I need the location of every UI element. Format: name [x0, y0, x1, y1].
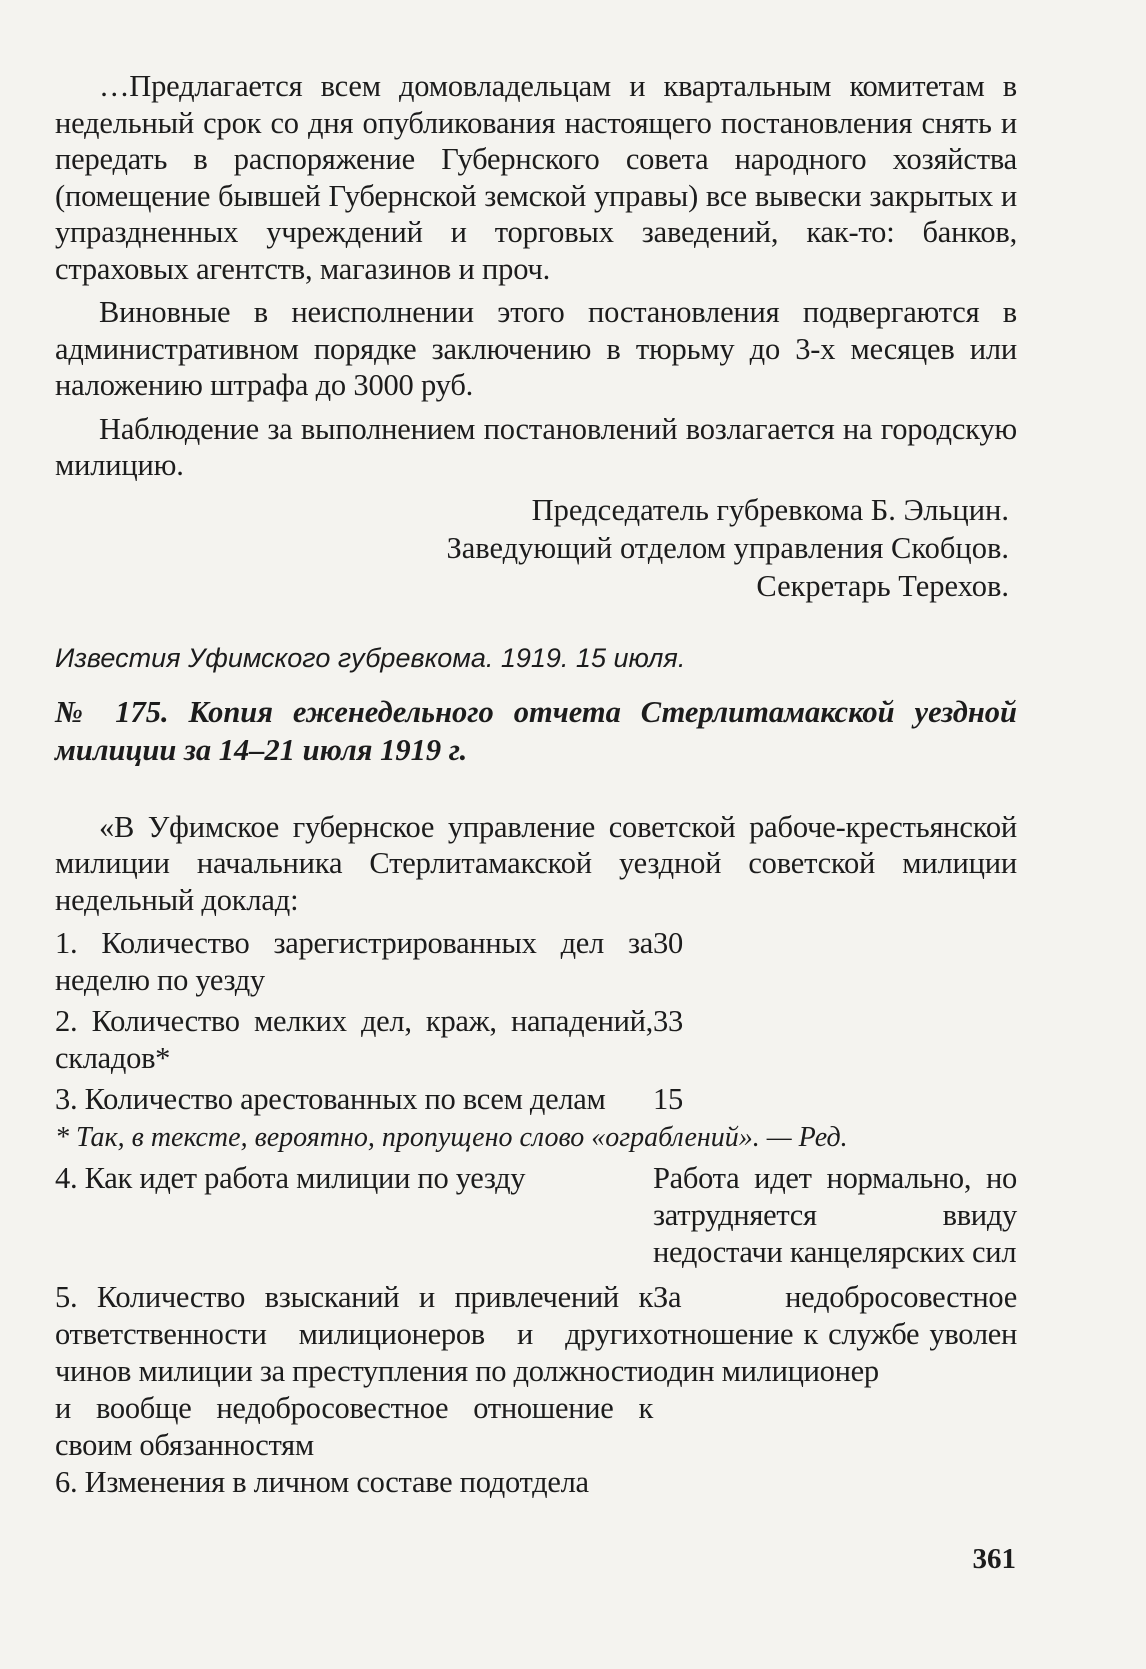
- table-row: [55, 925, 1017, 999]
- row-value: За недобросовестное отношение к службе уволен один милиционер: [653, 1280, 1017, 1388]
- table-row: [55, 1160, 1017, 1271]
- row-label: 3. Количество арестованных по всем делам: [55, 1082, 606, 1116]
- table-row: [55, 1464, 1017, 1501]
- row-value: [653, 1464, 1017, 1501]
- table-row: [55, 1081, 1017, 1118]
- table-row: [55, 1279, 1017, 1464]
- row-value: 33: [653, 1004, 683, 1038]
- signature-block: [55, 491, 1009, 605]
- document-title: № 175. Копия еженедельного отчета Стерлитамакской уездной милиции за 14–21 июля 1919 г.: [55, 694, 1017, 767]
- row-value: 15: [653, 1082, 683, 1116]
- page-number: 361: [972, 1543, 1016, 1575]
- footnote: * Так, в тексте, вероятно, пропущено слово «ограблений». — Ред.: [55, 1122, 848, 1153]
- row-label: 1. Количество зарегистрированных дел за неделю по уезду: [55, 926, 653, 997]
- report-intro: «В Уфимское губернское управление советской рабоче-крестьянской милиции начальника Стерлитамакской уездной советской милиции недельный доклад:: [55, 809, 1017, 917]
- row-label: 6. Изменения в личном составе подотдела: [55, 1465, 589, 1499]
- signature-secretary: Секретарь Терехов.: [756, 568, 1009, 603]
- row-label: 4. Как идет работа милиции по уезду: [55, 1161, 526, 1195]
- paragraph-2: Виновные в неисполнении этого постановления подвергаются в административном порядке заключению в тюрьму до 3-х месяцев или наложению штрафа до 3000 руб.: [55, 295, 1017, 402]
- table-row: [55, 1003, 1017, 1077]
- row-value: Работа идет нормально, но затрудняется ввиду недостачи канцелярских сил: [653, 1161, 1017, 1269]
- paragraph-3: Наблюдение за выполнением постановлений возлагается на городскую милицию.: [55, 411, 1017, 482]
- row-label: 2. Количество мелких дел, краж, нападений, складов*: [55, 1004, 653, 1075]
- report-table: [55, 925, 1017, 1501]
- row-value: 30: [653, 926, 683, 960]
- row-label: 5. Количество взысканий и привлечений к ответственности милиционеров и других чинов милиции за преступления по должности и вообще недобросовестное отношение к своим обязанностям: [55, 1280, 653, 1462]
- signature-chairman: Председатель губревкома Б. Эльцин.: [531, 492, 1009, 527]
- paragraph-1: …Предлагается всем домовладельцам и квартальным комитетам в недельный срок со дня опубликования настоящего постановления снять и передать в распоряжение Губернского совета народного хозяйства (помещение бывшей Губернской земской управы) все вывески закрытых и упраздненных учреждений и торговых заведений, как-то: банков, страховых агентств, магазинов и проч.: [55, 69, 1017, 286]
- source-citation: Известия Уфимского губревкома. 1919. 15 июля.: [55, 642, 686, 673]
- text-column: [55, 68, 1017, 1501]
- signature-head: Заведующий отделом управления Скобцов.: [446, 530, 1009, 565]
